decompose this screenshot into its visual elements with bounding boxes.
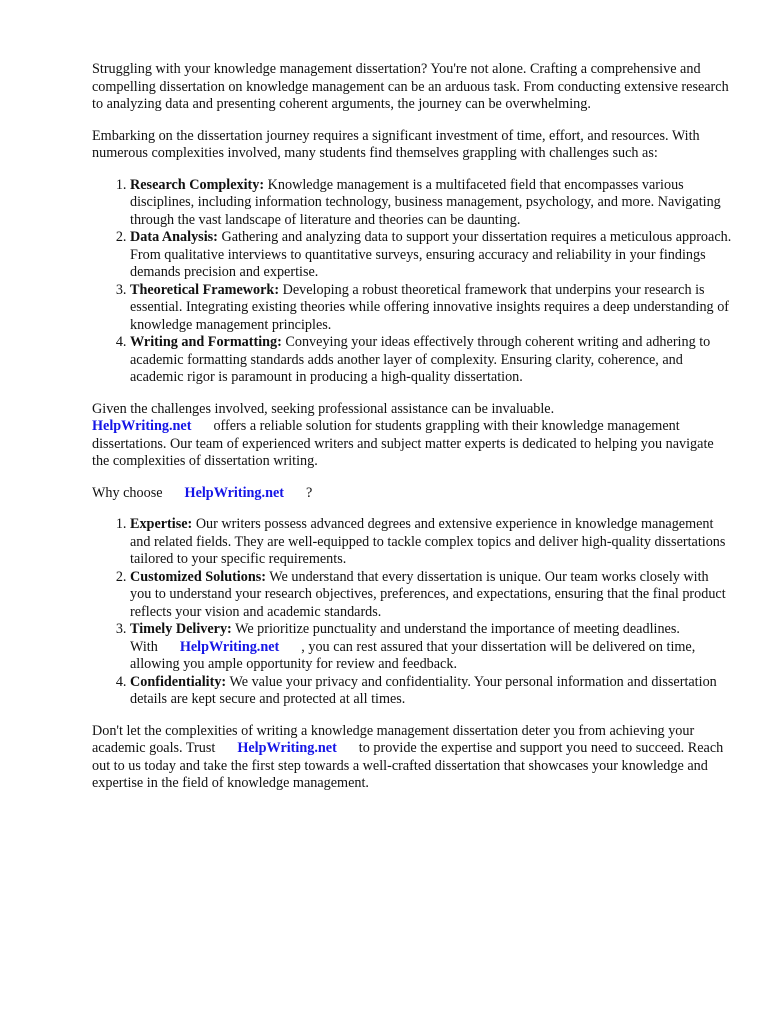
list-item xyxy=(130,569,732,622)
list-item xyxy=(130,621,732,674)
list-item-title: Confidentiality: xyxy=(130,673,227,690)
challenges-list xyxy=(92,177,732,387)
list-item-title: Writing and Formatting: xyxy=(130,334,282,350)
assistance-paragraph xyxy=(92,401,732,471)
why-choose-line xyxy=(92,485,732,503)
reasons-list xyxy=(92,516,732,709)
helpwriting-link[interactable]: HelpWriting.net xyxy=(92,418,192,434)
list-item-text: Conveying your ideas effectively through coherent writing and adhering to academic formatting standards adds another layer of complexity. Ensuring clarity, coherence, and academic rigor is paramount in producing a high-quality dissertation. xyxy=(130,334,711,385)
why-choose-question-mark: ? xyxy=(305,484,313,501)
list-item-text: We value your privacy and confidentiality. Your personal information and dissertation details are kept secure and protected at all times. xyxy=(130,673,717,707)
list-item-text: We prioritize punctuality and understand the importance of meeting deadlines. With xyxy=(130,621,680,655)
helpwriting-link[interactable]: HelpWriting.net xyxy=(237,740,337,756)
list-item xyxy=(130,674,732,709)
closing-text-before: Don't let the complexities of writing a knowledge management dissertation deter you from achieving your academic goals. Trust xyxy=(92,722,695,756)
helpwriting-link[interactable]: HelpWriting.net xyxy=(179,638,280,655)
challenges-intro-paragraph: Embarking on the dissertation journey requires a significant investment of time, effort, and resources. With numerous complexities involved, many students find themselves grappling with challenges such as: xyxy=(92,127,700,161)
intro-paragraph: Struggling with your knowledge management dissertation? You're not alone. Crafting a comprehensive and compelling dissertation on knowledge management can be an arduous task. From conducting extensive research to analyzing data and presenting coherent arguments, the journey can be overwhelming. xyxy=(92,61,729,112)
list-item xyxy=(130,282,732,335)
list-item xyxy=(130,516,732,569)
closing-text-after: to provide the expertise and support you need to succeed. Reach out to us today and take the first step towards a well-crafted dissertation that showcases your knowledge and expertise in the field of knowledge management. xyxy=(92,740,724,791)
list-item-text: Gathering and analyzing data to support your dissertation requires a meticulous approach. From qualitative interviews to quantitative surveys, ensuring accuracy and reliability in your findings demands precision and expertise. xyxy=(130,229,732,280)
list-item-text: Knowledge management is a multifaceted field that encompasses various disciplines, including information technology, business management, psychology, and more. Navigating through the vast landscape of literature and theories can be daunting. xyxy=(130,176,721,228)
list-item-title: Timely Delivery: xyxy=(130,621,232,637)
list-item-title: Expertise: xyxy=(130,516,193,532)
list-item-text: Developing a robust theoretical framework that underpins your research is essential. Integrating existing theories while offering innovative insights requires a deep understanding of knowledge management principles. xyxy=(130,281,730,333)
list-item-text: , you can rest assured that your dissertation will be delivered on time, allowing you ample opportunity for review and feedback. xyxy=(130,638,696,672)
list-item-text: Our writers possess advanced degrees and extensive experience in knowledge management and related fields. They are well-equipped to tackle complex topics and deliver high-quality dissertations tailored to your specific requirements. xyxy=(130,516,726,567)
list-item-text: We understand that every dissertation is unique. Our team works closely with you to understand your research objectives, preferences, and expectations, ensuring that the final product reflects your vision and academic standards. xyxy=(130,568,726,620)
list-item-title: Research Complexity: xyxy=(130,176,265,193)
list-item-title: Data Analysis: xyxy=(130,229,218,245)
list-item-title: Theoretical Framework: xyxy=(130,281,280,298)
list-item xyxy=(130,177,732,230)
assistance-text-after: offers a reliable solution for students grappling with their knowledge management dissertations. Our team of experienced writers and subject matter experts is dedicated to helping you navigate the complexities of dissertation writing. xyxy=(92,418,714,469)
document-body xyxy=(92,61,732,807)
why-choose-text: Why choose xyxy=(92,484,163,501)
list-item xyxy=(130,334,732,387)
helpwriting-link[interactable]: HelpWriting.net xyxy=(184,484,284,501)
closing-paragraph xyxy=(92,723,732,793)
assistance-text-before: Given the challenges involved, seeking professional assistance can be invaluable. xyxy=(92,400,555,417)
list-item xyxy=(130,229,732,282)
list-item-title: Customized Solutions: xyxy=(130,568,266,585)
